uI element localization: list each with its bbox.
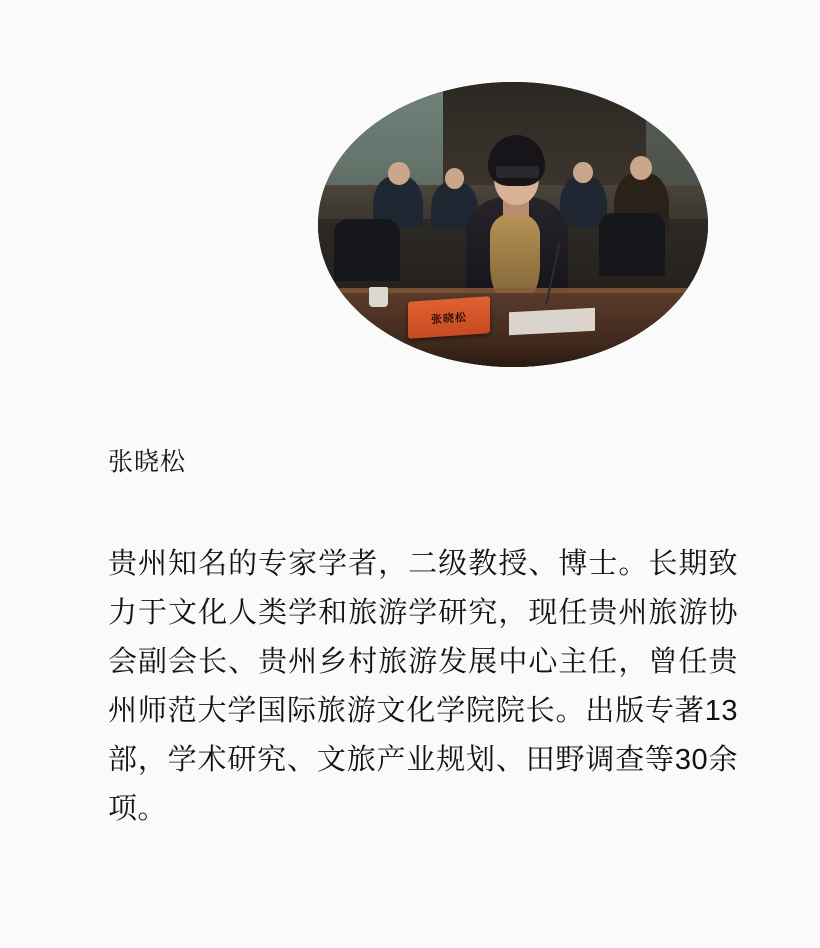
person-name: 张晓松	[108, 448, 187, 476]
nameplate	[408, 296, 490, 339]
nameplate-text: 张晓松	[430, 310, 467, 326]
background-person-head	[388, 162, 409, 185]
background-person-head	[630, 156, 652, 180]
background-person-head	[445, 168, 465, 189]
cup	[369, 287, 389, 307]
glasses-icon	[496, 166, 539, 178]
portrait-photo	[318, 82, 708, 367]
portrait-figure	[318, 82, 708, 367]
chair	[599, 213, 665, 276]
speaker-scarf	[490, 213, 541, 299]
chair	[334, 219, 400, 282]
background-person-head	[573, 162, 593, 183]
papers	[509, 308, 595, 335]
person-bio: 贵州知名的专家学者，二级教授、博士。长期致力于文化人类学和旅游学研究，现任贵州旅游协会副会长、贵州乡村旅游发展中心主任，曾任贵州师范大学国际旅游文化学院院长。出版专著13部，学术研究、文旅产业规划、田野调查等30余项。	[108, 548, 738, 825]
